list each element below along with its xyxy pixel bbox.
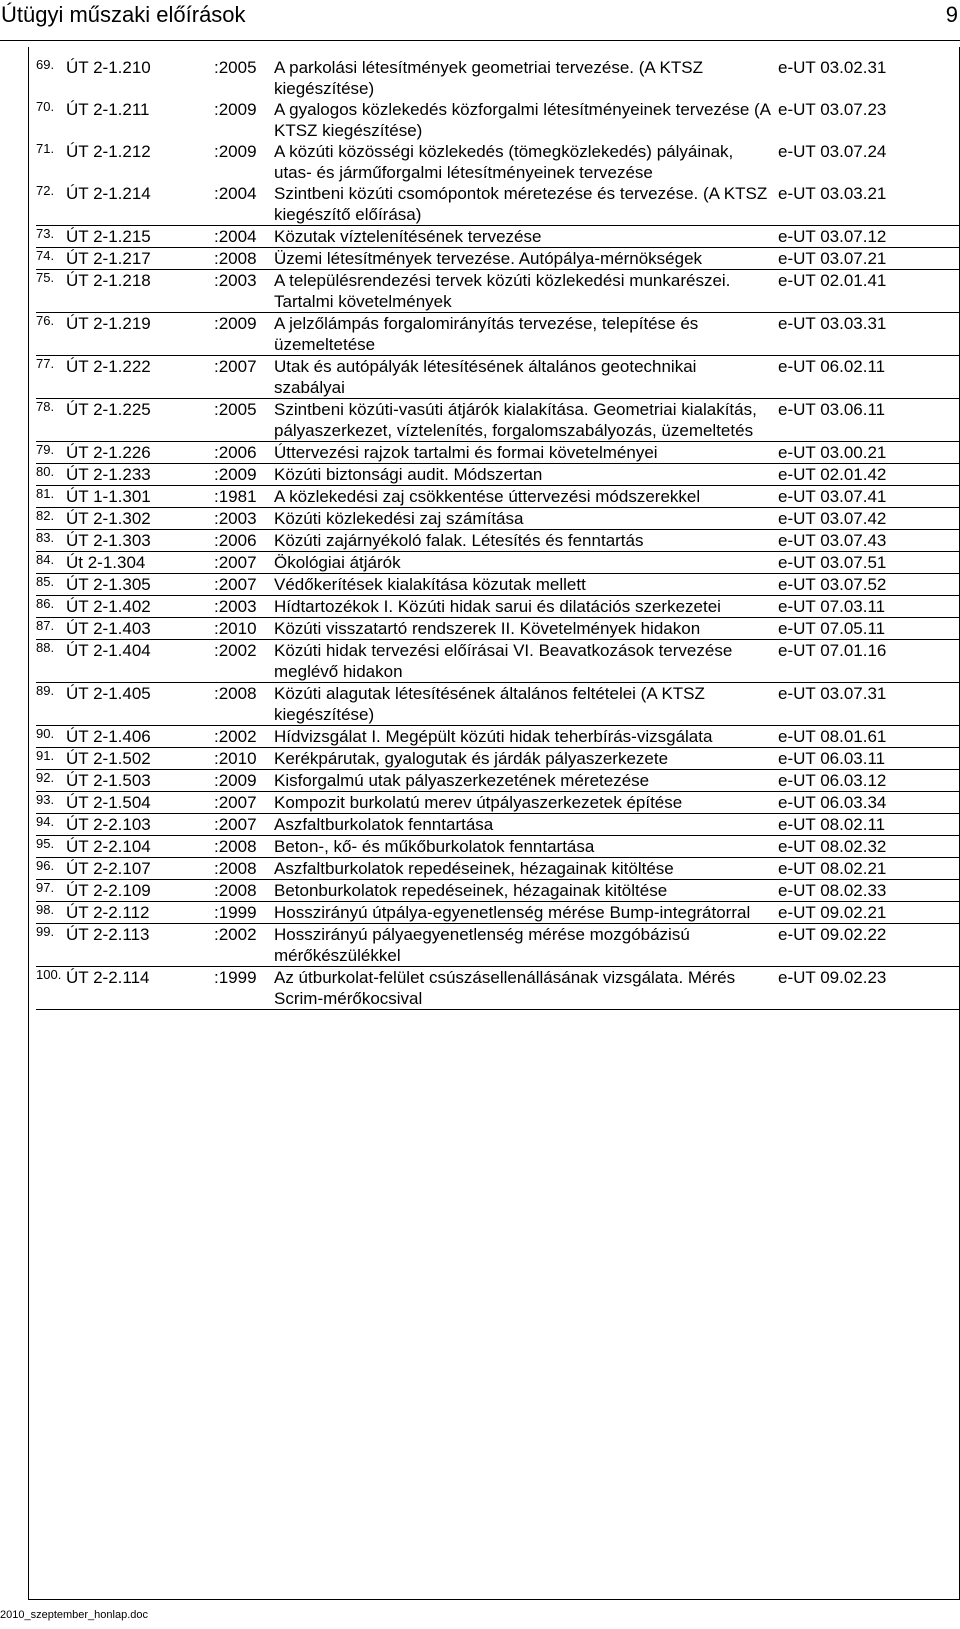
standard-year: :2009	[214, 142, 257, 161]
standard-code: ÚT 2-2.104	[62, 836, 214, 858]
standard-reference: e-UT 03.07.23	[778, 100, 887, 119]
row-index-label: 69.	[36, 57, 55, 72]
row-index	[36, 770, 62, 792]
standard-title: Hídvizsgálat I. Megépült közúti hidak teherbírás-vizsgálata	[274, 726, 778, 748]
standard-code: ÚT 2-2.114	[62, 967, 214, 1010]
standard-title: Közúti közlekedési zaj számítása	[274, 508, 778, 530]
standard-code: ÚT 2-1.233	[62, 464, 214, 486]
standard-title: Az útburkolat-felület csúszásellenállásának vizsgálata. Mérés Scrim-mérőkocsival	[274, 967, 778, 1010]
standard-year: :2002	[214, 726, 274, 748]
table-row	[36, 464, 960, 486]
standard-title: A jelzőlámpás forgalomirányítás tervezése, telepítése és üzemeltetése	[274, 313, 778, 356]
table-row	[36, 486, 960, 508]
standard-title: Üzemi létesítmények tervezése. Autópálya-mérnökségek	[274, 248, 778, 270]
standard-year: :2004	[214, 183, 274, 226]
row-index	[36, 183, 62, 226]
standard-code: ÚT 2-1.211	[66, 100, 150, 119]
row-index-label: 82.	[36, 508, 55, 523]
standard-reference: e-UT 06.03.12	[778, 770, 960, 792]
standard-title: Közúti visszatartó rendszerek II. Követelmények hidakon	[274, 618, 778, 640]
row-index	[36, 464, 62, 486]
standard-code: ÚT 2-1.222	[62, 356, 214, 399]
row-index	[36, 880, 62, 902]
table-row	[36, 836, 960, 858]
row-index-label: 96.	[36, 858, 55, 873]
standard-year: :2007	[214, 792, 274, 814]
standard-code: ÚT 2-1.303	[62, 530, 214, 552]
standard-year: :2007	[214, 552, 274, 574]
row-index-label: 90.	[36, 726, 55, 741]
row-index	[36, 486, 62, 508]
standard-reference: e-UT 07.05.11	[778, 618, 960, 640]
standard-year: :2008	[214, 836, 274, 858]
row-index-label: 79.	[36, 442, 55, 457]
row-index	[36, 99, 62, 141]
standard-reference: e-UT 09.02.23	[778, 967, 960, 1010]
standard-year: :2009	[214, 770, 274, 792]
row-index-label: 99.	[36, 924, 55, 939]
standard-year: :2009	[214, 313, 274, 356]
row-index	[36, 552, 62, 574]
standards-table	[36, 57, 960, 1010]
standard-title: Beton-, kő- és műkőburkolatok fenntartása	[274, 836, 778, 858]
standard-year: :2003	[214, 270, 274, 313]
table-row	[36, 99, 960, 141]
standard-title: Kerékpárutak, gyalogutak és járdák pályaszerkezete	[274, 748, 778, 770]
row-index	[36, 792, 62, 814]
standard-code: ÚT 2-1.219	[62, 313, 214, 356]
standard-year: :2002	[214, 640, 274, 683]
standard-title: Közúti biztonsági audit. Módszertan	[274, 464, 778, 486]
standard-year: :2006	[214, 442, 274, 464]
standard-year: :2006	[214, 530, 274, 552]
row-index	[36, 596, 62, 618]
row-index-label: 95.	[36, 836, 55, 851]
page-header	[0, 0, 960, 41]
row-index	[36, 726, 62, 748]
table-row	[36, 880, 960, 902]
standard-reference: e-UT 02.01.41	[778, 270, 960, 313]
row-index-label: 92.	[36, 770, 55, 785]
standard-reference: e-UT 03.03.21	[778, 183, 960, 226]
page-number: 9	[945, 2, 958, 27]
standard-code: ÚT 2-1.405	[62, 683, 214, 726]
row-index-label: 74.	[36, 248, 55, 263]
row-index	[36, 836, 62, 858]
standard-reference: e-UT 03.02.31	[778, 58, 887, 77]
standard-year: :2005	[214, 399, 274, 442]
header-title: Útügyi műszaki előírások	[1, 2, 246, 27]
standard-reference: e-UT 08.01.61	[778, 726, 960, 748]
standard-code: ÚT 2-1.502	[62, 748, 214, 770]
table-row	[36, 442, 960, 464]
standard-title: Utak és autópályák létesítésének általános geotechnikai szabályai	[274, 356, 778, 399]
standard-code: ÚT 2-1.215	[62, 226, 214, 248]
row-index-label: 76.	[36, 313, 55, 328]
standard-reference: e-UT 03.07.12	[778, 226, 960, 248]
standard-reference: e-UT 03.03.31	[778, 313, 960, 356]
table-row	[36, 967, 960, 1010]
table-row	[36, 618, 960, 640]
row-index	[36, 640, 62, 683]
table-row	[36, 748, 960, 770]
standard-code: ÚT 2-1.212	[66, 142, 151, 161]
standard-code: ÚT 2-1.217	[62, 248, 214, 270]
table-row	[36, 683, 960, 726]
standard-year: :2008	[214, 683, 274, 726]
standard-title: Hídtartozékok I. Közúti hidak sarui és dilatációs szerkezetei	[274, 596, 778, 618]
standard-year: :2007	[214, 574, 274, 596]
row-index-label: 80.	[36, 464, 55, 479]
row-index-label: 97.	[36, 880, 55, 895]
table-row	[36, 552, 960, 574]
standard-year: :2009	[214, 464, 274, 486]
row-index	[36, 967, 62, 1010]
row-index	[36, 226, 62, 248]
row-index-label: 75.	[36, 270, 55, 285]
standard-code: ÚT 2-1.503	[62, 770, 214, 792]
standard-title: Hosszirányú útpálya-egyenetlenség mérése Bump-integrátorral	[274, 902, 778, 924]
standard-code: ÚT 1-1.301	[62, 486, 214, 508]
footer-filename: 2010_szeptember_honlap.doc	[0, 1609, 149, 1621]
table-row	[36, 574, 960, 596]
standard-reference: e-UT 03.07.31	[778, 683, 960, 726]
row-index	[36, 814, 62, 836]
standard-reference: e-UT 03.07.21	[778, 248, 960, 270]
standard-title: Betonburkolatok repedéseinek, hézagainak kitöltése	[274, 880, 778, 902]
standard-title: A közúti közösségi közlekedés (tömegközlekedés) pályáinak, utas- és járműforgalmi létesítményeinek tervezése	[274, 142, 734, 182]
standard-reference: e-UT 06.03.34	[778, 792, 960, 814]
row-index-label: 71.	[36, 141, 55, 156]
standard-title: Szintbeni közúti-vasúti átjárók kialakítása. Geometriai kialakítás, pályaszerkezet, víztelenítés, forgalomszabályozás, üzemeltetés	[274, 399, 778, 442]
standard-code: ÚT 2-2.112	[62, 902, 214, 924]
row-index-label: 98.	[36, 902, 55, 917]
standard-year: :2008	[214, 248, 274, 270]
standard-title: A közlekedési zaj csökkentése úttervezési módszerekkel	[274, 486, 778, 508]
standard-year: :2008	[214, 858, 274, 880]
standard-code: ÚT 2-1.210	[66, 58, 151, 77]
standard-reference: e-UT 03.00.21	[778, 442, 960, 464]
standard-title: Szintbeni közúti csomópontok méretezése és tervezése. (A KTSZ kiegészítő előírása)	[274, 183, 778, 226]
table-row	[36, 356, 960, 399]
standard-reference: e-UT 03.07.41	[778, 486, 960, 508]
row-index-label: 70.	[36, 99, 55, 114]
standard-code: ÚT 2-1.504	[62, 792, 214, 814]
standard-title: Hosszirányú pályaegyenetlenség mérése mozgóbázisú mérőkészülékkel	[274, 924, 778, 967]
standard-code: ÚT 2-2.113	[62, 924, 214, 967]
standard-title: A településrendezési tervek közúti közlekedési munkarészei. Tartalmi követelmények	[274, 270, 778, 313]
table-row	[36, 814, 960, 836]
table-row	[36, 640, 960, 683]
standard-reference: e-UT 02.01.42	[778, 464, 960, 486]
standard-title: Közúti alagutak létesítésének általános feltételei (A KTSZ kiegészítése)	[274, 683, 778, 726]
standard-title: Úttervezési rajzok tartalmi és formai követelményei	[274, 442, 778, 464]
standard-title: A gyalogos közlekedés közforgalmi létesítményeinek tervezése (A KTSZ kiegészítése)	[274, 100, 771, 140]
standard-code: ÚT 2-1.226	[62, 442, 214, 464]
row-index	[36, 270, 62, 313]
standard-year: :1981	[214, 486, 274, 508]
standard-reference: e-UT 03.07.52	[778, 574, 960, 596]
table-row	[36, 596, 960, 618]
standard-reference: e-UT 09.02.21	[778, 902, 960, 924]
standard-reference: e-UT 09.02.22	[778, 924, 960, 967]
row-index-label: 93.	[36, 792, 55, 807]
row-index-label: 87.	[36, 618, 55, 633]
standard-year: :2005	[214, 58, 257, 77]
table-row	[36, 141, 960, 183]
table-row	[36, 858, 960, 880]
standard-code: ÚT 2-1.402	[62, 596, 214, 618]
standard-year: :2002	[214, 924, 274, 967]
row-index-label: 88.	[36, 640, 55, 655]
standard-reference: e-UT 03.06.11	[778, 399, 960, 442]
row-index	[36, 399, 62, 442]
table-row	[36, 270, 960, 313]
standard-code: ÚT 2-1.302	[62, 508, 214, 530]
row-index-label: 78.	[36, 399, 55, 414]
standard-reference: e-UT 08.02.11	[778, 814, 960, 836]
table-row	[36, 530, 960, 552]
row-index-label: 91.	[36, 748, 55, 763]
table-row	[36, 508, 960, 530]
row-index-label: 86.	[36, 596, 55, 611]
standard-reference: e-UT 03.07.42	[778, 508, 960, 530]
table-row	[36, 726, 960, 748]
table-row	[36, 770, 960, 792]
standard-reference: e-UT 08.02.32	[778, 836, 960, 858]
table-row	[36, 313, 960, 356]
standard-code: ÚT 2-2.109	[62, 880, 214, 902]
row-index	[36, 442, 62, 464]
standard-code: ÚT 2-1.305	[62, 574, 214, 596]
row-index	[36, 141, 62, 183]
row-index-label: 85.	[36, 574, 55, 589]
standard-code: Út 2-1.304	[62, 552, 214, 574]
table-row	[36, 248, 960, 270]
row-index	[36, 356, 62, 399]
standard-title: Közutak víztelenítésének tervezése	[274, 226, 778, 248]
standard-title: Kompozit burkolatú merev útpályaszerkezetek építése	[274, 792, 778, 814]
table-row	[36, 57, 960, 99]
standard-code: ÚT 2-1.404	[62, 640, 214, 683]
standard-year: :2004	[214, 226, 274, 248]
standard-reference: e-UT 08.02.33	[778, 880, 960, 902]
standard-code: ÚT 2-2.103	[62, 814, 214, 836]
row-index	[36, 508, 62, 530]
table-row	[36, 902, 960, 924]
row-index-label: 72.	[36, 183, 55, 198]
standard-reference: e-UT 08.02.21	[778, 858, 960, 880]
row-index	[36, 618, 62, 640]
standard-code: ÚT 2-2.107	[62, 858, 214, 880]
standard-reference: e-UT 06.02.11	[778, 356, 960, 399]
standard-year: :2003	[214, 508, 274, 530]
standards-table-body	[36, 57, 960, 1010]
standard-title: Aszfaltburkolatok repedéseinek, hézagainak kitöltése	[274, 858, 778, 880]
standard-title: Aszfaltburkolatok fenntartása	[274, 814, 778, 836]
standard-code: ÚT 2-1.406	[62, 726, 214, 748]
row-index	[36, 902, 62, 924]
standard-reference: e-UT 03.07.51	[778, 552, 960, 574]
row-index	[36, 683, 62, 726]
standard-reference: e-UT 07.03.11	[778, 596, 960, 618]
table-row	[36, 924, 960, 967]
table-row	[36, 183, 960, 226]
standard-reference: e-UT 03.07.43	[778, 530, 960, 552]
standard-reference: e-UT 07.01.16	[778, 640, 960, 683]
standard-title: Kisforgalmú utak pályaszerkezetének méretezése	[274, 770, 778, 792]
standard-code: ÚT 2-1.214	[62, 183, 214, 226]
standard-year: :2009	[214, 100, 257, 119]
row-index	[36, 248, 62, 270]
standard-title: Közúti hidak tervezési előírásai VI. Beavatkozások tervezése meglévő hidakon	[274, 640, 778, 683]
standard-year: :1999	[214, 902, 274, 924]
row-index-label: 83.	[36, 530, 55, 545]
row-index	[36, 924, 62, 967]
row-index	[36, 574, 62, 596]
standard-title: Védőkerítések kialakítása közutak mellett	[274, 574, 778, 596]
standard-year: :2007	[214, 356, 274, 399]
table-row	[36, 226, 960, 248]
standard-code: ÚT 2-1.218	[62, 270, 214, 313]
standard-year: :2008	[214, 880, 274, 902]
row-index-label: 84.	[36, 552, 55, 567]
standard-year: :2010	[214, 618, 274, 640]
row-index-label: 94.	[36, 814, 55, 829]
standard-reference: e-UT 03.07.24	[778, 142, 887, 161]
row-index-label: 100.	[36, 967, 62, 982]
row-index	[36, 858, 62, 880]
row-index-label: 77.	[36, 356, 55, 371]
standard-year: :1999	[214, 967, 274, 1010]
row-index	[36, 313, 62, 356]
standard-title: A parkolási létesítmények geometriai tervezése. (A KTSZ kiegészítése)	[274, 58, 703, 98]
row-index-label: 89.	[36, 683, 55, 698]
standard-year: :2007	[214, 814, 274, 836]
row-index-label: 81.	[36, 486, 55, 501]
standard-title: Ökológiai átjárók	[274, 552, 778, 574]
standard-reference: e-UT 06.03.11	[778, 748, 960, 770]
standard-code: ÚT 2-1.225	[62, 399, 214, 442]
row-index-label: 73.	[36, 226, 55, 241]
row-index	[36, 530, 62, 552]
standard-year: :2003	[214, 596, 274, 618]
row-index	[36, 57, 62, 99]
row-index	[36, 748, 62, 770]
standard-title: Közúti zajárnyékoló falak. Létesítés és fenntartás	[274, 530, 778, 552]
standard-year: :2010	[214, 748, 274, 770]
standard-code: ÚT 2-1.403	[62, 618, 214, 640]
table-row	[36, 399, 960, 442]
table-row	[36, 792, 960, 814]
